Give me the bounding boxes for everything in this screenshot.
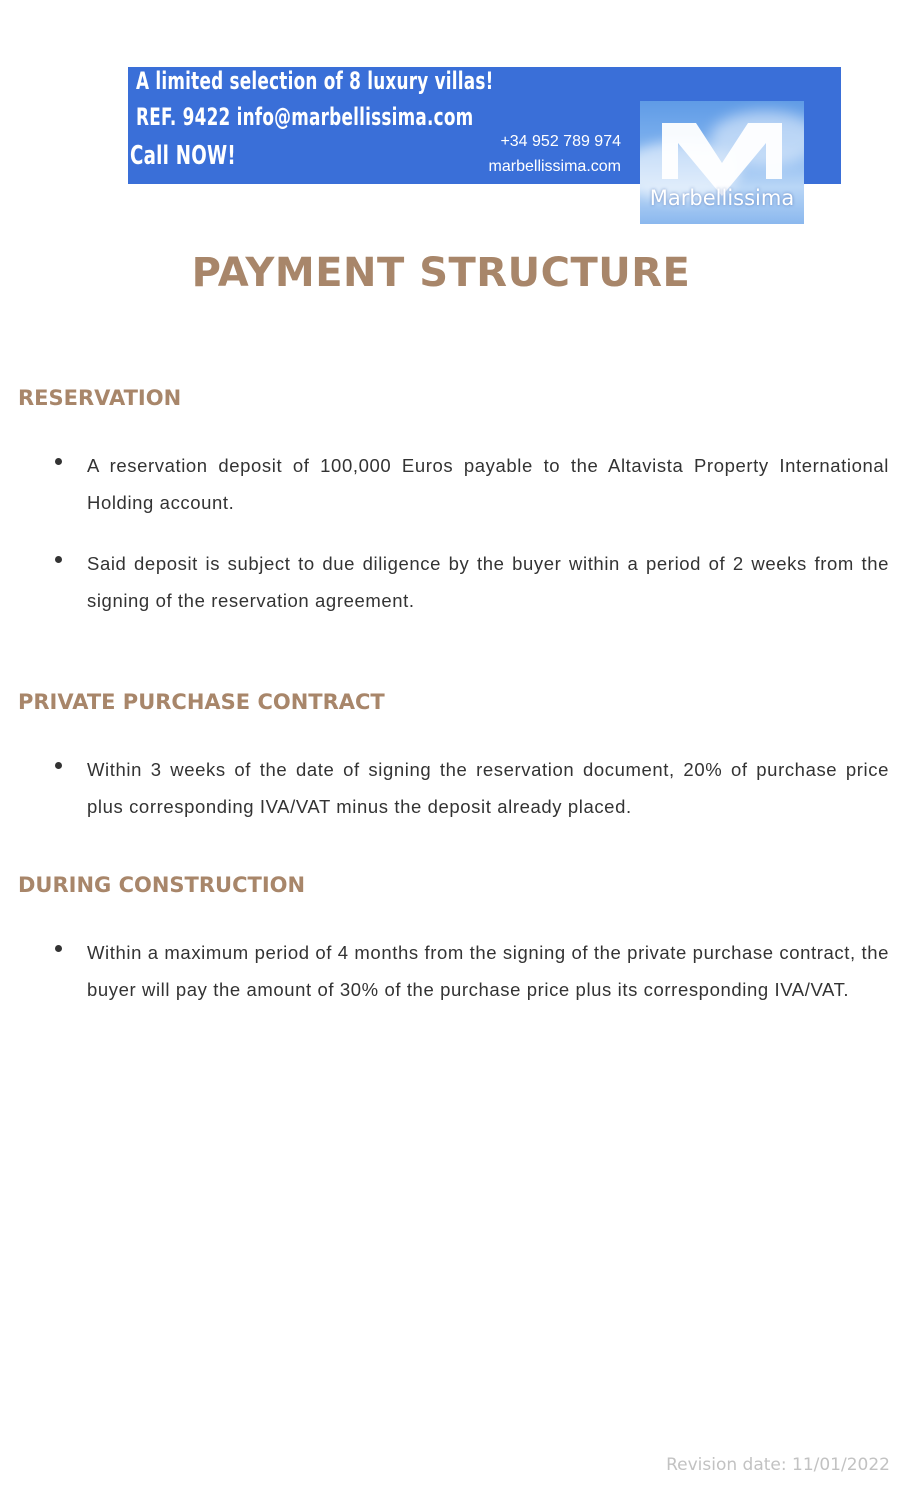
list-item-text: Within 3 weeks of the date of signing the reservation document, 20% of purchase price plus corresponding IVA/VAT minus the deposit already placed. <box>87 759 889 817</box>
banner-website[interactable]: marbellissima.com <box>488 158 621 175</box>
list-item-text: Said deposit is subject to due diligence by the buyer within a period of 2 weeks from the signing of the reservation agreement. <box>87 553 889 611</box>
bullet-icon <box>55 762 62 769</box>
revision-date: Revision date: 11/01/2022 <box>666 1455 890 1475</box>
list-item-text: A reservation deposit of 100,000 Euros payable to the Altavista Property International Holding account. <box>87 455 889 513</box>
banner-tagline: A limited selection of 8 luxury villas! <box>136 67 494 95</box>
banner-call-now: Call NOW! <box>130 141 236 171</box>
page-title: PAYMENT STRUCTURE <box>191 250 691 296</box>
section-heading-private-purchase-contract: PRIVATE PURCHASE CONTRACT <box>18 690 385 714</box>
bullet-icon <box>55 556 62 563</box>
section-heading-reservation: RESERVATION <box>18 386 182 410</box>
list-item-text: Within a maximum period of 4 months from the signing of the private purchase contract, the buyer will pay the amount of 30% of the purchase price plus its corresponding IVA/VAT. <box>87 942 889 1000</box>
banner-ref-email[interactable]: REF. 9422 info@marbellissima.com <box>136 103 474 131</box>
banner-phone[interactable]: +34 952 789 974 <box>500 133 621 150</box>
logo-text: Marbellissima <box>649 186 795 210</box>
marbellissima-logo <box>640 101 804 224</box>
bullet-icon <box>55 458 62 465</box>
bullet-icon <box>55 945 62 952</box>
section-heading-during-construction: DURING CONSTRUCTION <box>18 873 306 897</box>
